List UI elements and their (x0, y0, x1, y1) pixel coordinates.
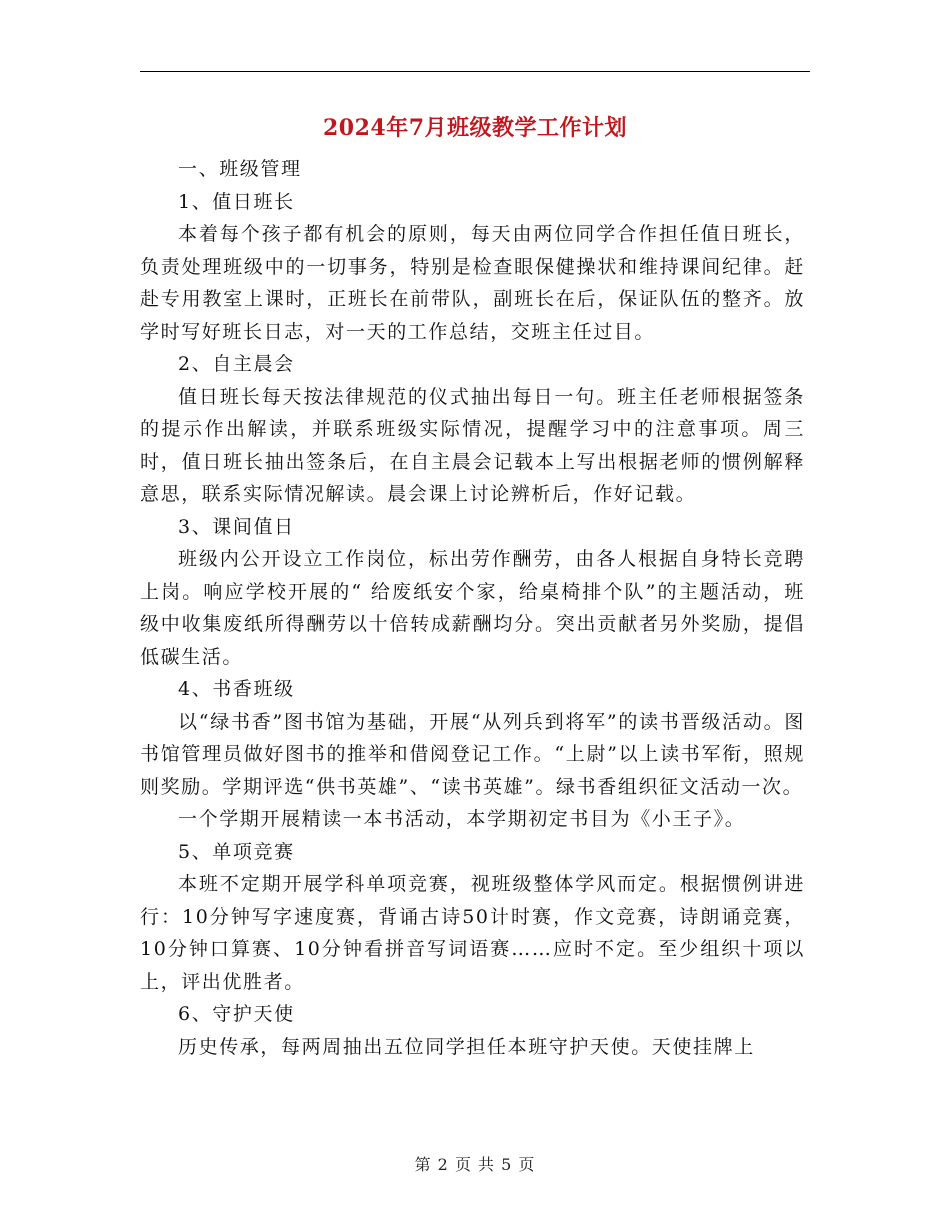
page-number-footer: 第 2 页 共 5 页 (414, 1155, 536, 1174)
subsection-heading: 1、值日班长 (178, 190, 295, 213)
header-rule (140, 71, 810, 72)
subsection-heading: 5、单项竞赛 (178, 840, 295, 863)
subsection-heading: 6、守护天使 (178, 1003, 295, 1025)
body-paragraph: 本着每个孩子都有机会的原则，每天由两位同学合作担任值日班长，负责处理班级中的一切事务，特别是检查眼保健操状和维持课间纪律。赶赴专用教室上课时，正班长在前带队，副班长在后，保证队伍的整齐。放学时写好班长日志，对一天的工作总结，交班主任过目。 (140, 223, 805, 343)
body-paragraph: 历史传承，每两周抽出五位同学担任本班守护天使。天使挂牌上 (178, 1035, 755, 1058)
document-body (140, 153, 805, 1063)
subsection-heading: 3、课间值日 (178, 515, 295, 538)
body-paragraph: 本班不定期开展学科单项竞赛，视班级整体学风而定。根据惯例讲进行：10分钟写字速度赛，背诵古诗50计时赛，作文竞赛，诗朗诵竞赛，10分钟口算赛、10分钟看拼音写词语赛……应时不定。至少组织十项以上，评出优胜者。 (140, 873, 805, 993)
subsection-heading: 4、书香班级 (178, 678, 295, 700)
body-paragraph: 班级内公开设立工作岗位，标出劳作酬劳，由各人根据自身特长竞聘上岗。响应学校开展的“ 给废纸安个家，给桌椅排个队”的主题活动，班级中收集废纸所得酬劳以十倍转成薪酬均分。突出贡献者另外奖励，提倡低碳生活。 (140, 548, 805, 668)
body-paragraph: 值日班长每天按法律规范的仪式抽出每日一句。班主任老师根据签条的提示作出解读，并联系班级实际情况，提醒学习中的注意事项。周三时，值日班长抽出签条后，在自主晨会记载本上写出根据老师的惯例解释意思，联系实际情况解读。晨会课上讨论辨析后，作好记载。 (140, 385, 805, 505)
body-paragraph: 一个学期开展精读一本书活动，本学期初定书目为《小王子》。 (178, 808, 746, 830)
page-title: 2024年7月班级教学工作计划 (322, 115, 628, 141)
body-paragraph: 以“绿书香”图书馆为基础，开展“从列兵到将军”的读书晋级活动。图书馆管理员做好图书的推举和借阅登记工作。“上尉”以上读书军衔，照规则奖励。学期评选“供书英雄”、“读书英雄”。绿书香组织征文活动一次。 (140, 710, 805, 798)
section-heading: 一、班级管理 (178, 158, 302, 180)
subsection-heading: 2、自主晨会 (178, 353, 295, 375)
